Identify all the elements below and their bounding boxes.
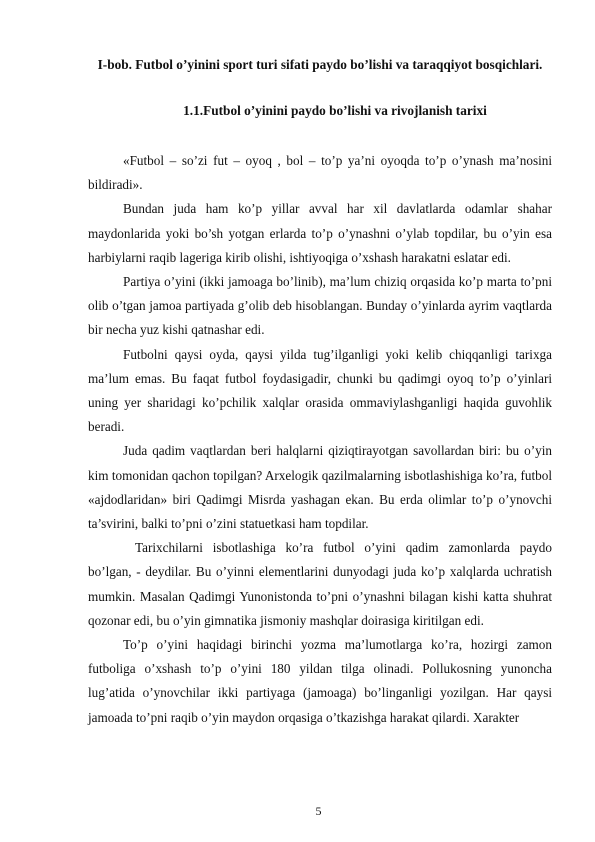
paragraph: Tarixchilarni isbotlashiga ko’ra futbol o’yini qadim zamonlarda paydo bo’lgan, - deydilar. Bu o’yinni elementlarini dunyodagi juda ko’p xalqlarda uchratish mumkin. Masalan Qadimgi Yunonistonda to’pni o’ynashni bilagan kishi katta shuhrat qozonar edi, bu o’yin gimnatika jismoniy mashqlar doirasiga kiritilgan edi. xyxy=(88,540,552,628)
paragraph: Juda qadim vaqtlardan beri halqlarni qiziqtirayotgan savollardan biri: bu o’yin kim tomonidan qachon topilgan? Arxelogik qazilmalarning isbotlashishiga ko’ra, futbol «ajdodlaridan» biri Qadimgi Misrda yashagan ekan. Bu erda olimlar to’p o’ynovchi ta’svirini, balki to’pni o’zini statuetkasi ham topdilar. xyxy=(88,443,552,532)
chapter-title: I-bob. Futbol o’yinini sport turi sifati paydo bo’lishi va taraqqiyot bosqichlari. xyxy=(97,57,543,72)
paragraph: Bundan juda ham ko’p yillar avval har xil davlatlarda odamlar shahar maydonlarida yoki bo’sh yotgan erlarda to’p o’ynashni o’ylab topdilar, bu o’yin esa harbiylarni raqib lageriga kirib olishi, ishtiyoqiga o’xshash harakatni eslatar edi. xyxy=(88,201,552,265)
paragraph: Partiya o’yini (ikki jamoaga bo’linib), ma’lum chiziq orqasida ko’p marta to’pni olib o’tgan jamoa partiyada g’olib deb hisoblangan. Bunday o’yinlarda ayrim vaqtlarda bir necha yuz kishi qatnashar edi. xyxy=(88,274,552,338)
paragraph: «Futbol – so’zi fut – oyoq , bol – to’p ya’ni oyoqda to’p o’ynash ma’nosini bildiradi». xyxy=(88,153,552,193)
body-text xyxy=(88,149,552,730)
paragraph: To’p o’yini haqidagi birinchi yozma ma’lumotlarga ko’ra, hozirgi zamon futboliga o’xshash to’p o’yini 180 yildan tilga olinadi. Pollukosning yunoncha lug’atida o’ynovchilar ikki partiyaga (jamoaga) bo’linganligi yozilgan. Har qaysi jamoada to’pni raqib o’yin maydon orqasiga o’tkazishga harakat qilardi. Xarakter xyxy=(88,637,552,725)
section-title: 1.1.Futbol o’yinini paydo bo’lishi va rivojlanish tarixi xyxy=(183,103,487,118)
paragraph: Futbolni qaysi oyda, qaysi yilda tug’ilganligi yoki kelib chiqqanligi tarixga ma’lum emas. Bu faqat futbol foydasigadir, chunki bu qadimgi oyoq to’p o’yinlari uning yer sharidagi ko’pchilik xalqlar orasida ommaviylashganligi haqida guvohlik beradi. xyxy=(88,346,552,435)
page-number: 5 xyxy=(315,804,322,818)
